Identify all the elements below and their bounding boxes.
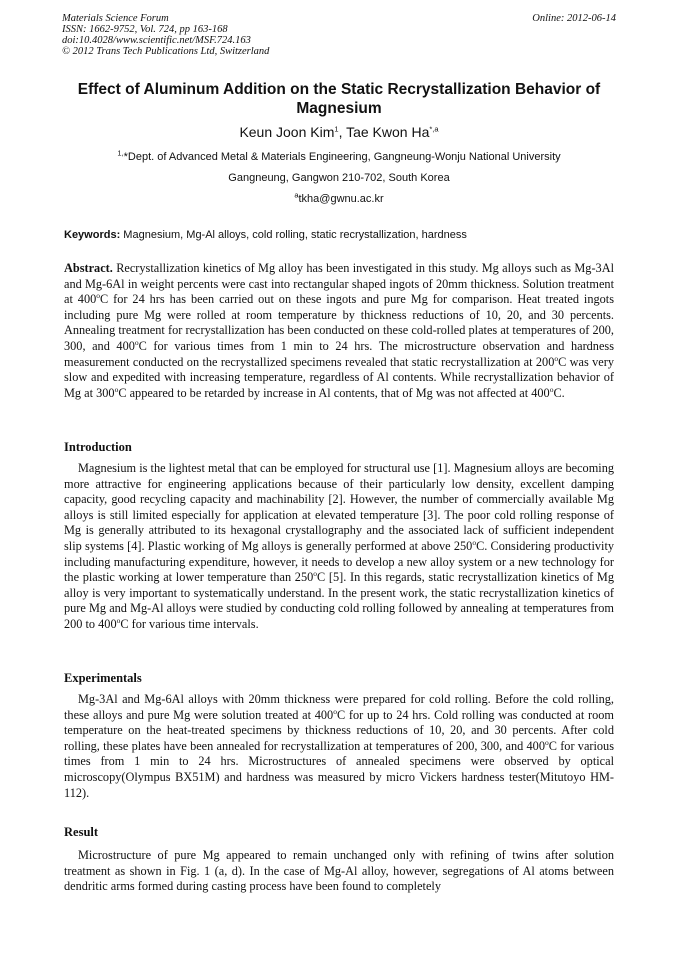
affiliation-text: *Dept. of Advanced Metal & Materials Engineering, Gangneung-Wonju National University <box>123 151 561 163</box>
degree-mark: o <box>333 706 337 716</box>
abstract-paragraph <box>64 261 614 401</box>
author-name: Tae Kwon Ha <box>346 124 430 140</box>
journal-header <box>62 13 269 57</box>
abstract-text: C appeared to be retarded by increase in Al contents, that of Mg was not affected at 400 <box>118 385 550 400</box>
experimentals-heading: Experimentals <box>64 671 142 685</box>
introduction-heading: Introduction <box>64 440 132 454</box>
author-affiliation-mark: *,a <box>429 124 439 134</box>
abstract <box>64 261 614 401</box>
affiliation-line-2: Gangneung, Gangwon 210-702, South Korea <box>228 172 450 184</box>
email-line <box>60 192 618 206</box>
result-paragraph: Microstructure of pure Mg appeared to remain unchanged only with refining of twins after solution treatment as shown in Fig. 1 (a, d). In the case of Mg-Al alloy, however, segregations of Al atoms between dendritic arms formed during casting process have been found to completely <box>64 848 614 894</box>
author-affiliation-mark: 1 <box>334 124 339 134</box>
doi-line: doi:10.4028/www.scientific.net/MSF.724.163 <box>62 35 251 46</box>
abstract-label: Abstract. <box>64 261 113 275</box>
abstract-text: Recrystallization kinetics of Mg alloy has been investigated in this study. Mg alloys such as Mg-3Al and Mg-6Al in weight percents were cast into rectangular shaped ingots of 20mm thickness. Solution treatment at 400 <box>64 261 614 307</box>
keywords-text: Magnesium, Mg-Al alloys, cold rolling, static recrystallization, hardness <box>120 229 467 241</box>
affiliation-mark: 1, <box>117 148 124 158</box>
experimentals-text: Mg-3Al and Mg-6Al alloys with 20mm thickness were prepared for cold rolling. Before the cold rolling, these alloys and pure Mg were solution treated at 400 <box>64 692 614 722</box>
introduction-text: C [5]. In this regards, static recrystallization kinetics of Mg alloy is very important to systematically understand. In the present work, the static recrystallization kinetics of pure Mg and Mg-Al alloys were studied by conducting cold rolling followed by annealing at temperatures from 200 to 400 <box>64 570 614 631</box>
degree-mark: o <box>549 384 554 394</box>
degree-mark: o <box>313 569 318 579</box>
introduction-text: C for various time intervals. <box>120 616 259 631</box>
copyright-line: © 2012 Trans Tech Publications Ltd, Switzerland <box>62 46 270 57</box>
abstract-text: C for 24 hrs has been carried out on these ingots and pure Mg for comparison. Heat treated ingots including pure Mg were rolled at room temperature by thickness reductions of 10, 20, and 30 percents. Annealing treatment for recrystallization has been conducted on these cold-rolled plates at temperatures of 200, 300, and 400 <box>64 292 614 353</box>
degree-mark: o <box>554 353 559 363</box>
degree-mark: o <box>96 291 101 301</box>
author-name: Keun Joon Kim <box>239 124 335 140</box>
introduction-text: C. Considering productivity including manufacturing expenditure, however, it needs to develop a new alloy system or a new technology for the plastic working at lower temperature than 250 <box>64 538 615 585</box>
email-address: tkha@gwnu.ac.kr <box>298 193 384 205</box>
experimentals-text: C for up to 24 hrs. Cold rolling was conducted at room temperature on the heat-treated specimens by thickness reductions of 10, 20, and 30 percents. After cold rolling, these plates have been annealed for recrystallization at temperatures of 200, 300, and 400 <box>64 707 614 753</box>
experimentals-paragraph <box>64 692 614 801</box>
author-separator: , <box>338 124 347 140</box>
journal-name: Materials Science Forum <box>62 13 169 24</box>
degree-mark: o <box>116 615 121 625</box>
keywords <box>64 228 614 242</box>
result-heading: Result <box>64 825 99 839</box>
result-body <box>64 848 614 895</box>
degree-mark: o <box>544 737 549 747</box>
issn-line: ISSN: 1662-9752, Vol. 724, pp 163-168 <box>62 24 228 35</box>
experimentals-text: C for various times from 1 min to 24 hrs. Microstructures of annealed specimens were observed by optical microscopy(Olympus BX51M) and hardness was measured by micro Vickers hardness tester(Mitutoyo HM-112). <box>64 738 614 800</box>
introduction-paragraph <box>64 461 614 633</box>
online-date: Online: 2012-06-14 <box>532 13 616 24</box>
paper-title: Effect of Aluminum Addition on the Static Recrystallization Behavior of Magnesium <box>77 81 601 117</box>
experimentals-body <box>64 692 614 801</box>
email-mark: a <box>294 190 299 200</box>
affiliation-line-1 <box>60 150 618 164</box>
abstract-text: C. <box>553 385 565 400</box>
degree-mark: o <box>114 384 119 394</box>
degree-mark: o <box>472 537 477 547</box>
introduction-body <box>64 461 614 633</box>
abstract-text: C was very slow and expedited with increasing temperature, regardless of Al contents. While recrystallization behavior of Mg at 300 <box>64 354 615 400</box>
introduction-text: Magnesium is the lightest metal that can be employed for structural use [1]. Magnesium alloys are becoming more attractive for engineering applications because of their particularly low density, excellent damping capacity, good recycling capacity and machinability [2]. However, the number of commercially available Mg alloys is still limited especially for application at elevated temperature [3]. The poor cold rolling response of Mg is generally attributed to its hexagonal crystallography and the associated lack of sufficient independent slip systems [4]. Plastic working of Mg alloys is generally performed at above 250 <box>64 461 614 553</box>
abstract-text: C for various times from 1 min to 24 hrs. The microstructure observation and hardness measurement conducted on the recrystallized specimens revealed that static recrystallization at 200 <box>64 338 614 369</box>
author-list <box>60 123 618 141</box>
keywords-label: Keywords: <box>64 229 121 241</box>
degree-mark: o <box>134 337 139 347</box>
